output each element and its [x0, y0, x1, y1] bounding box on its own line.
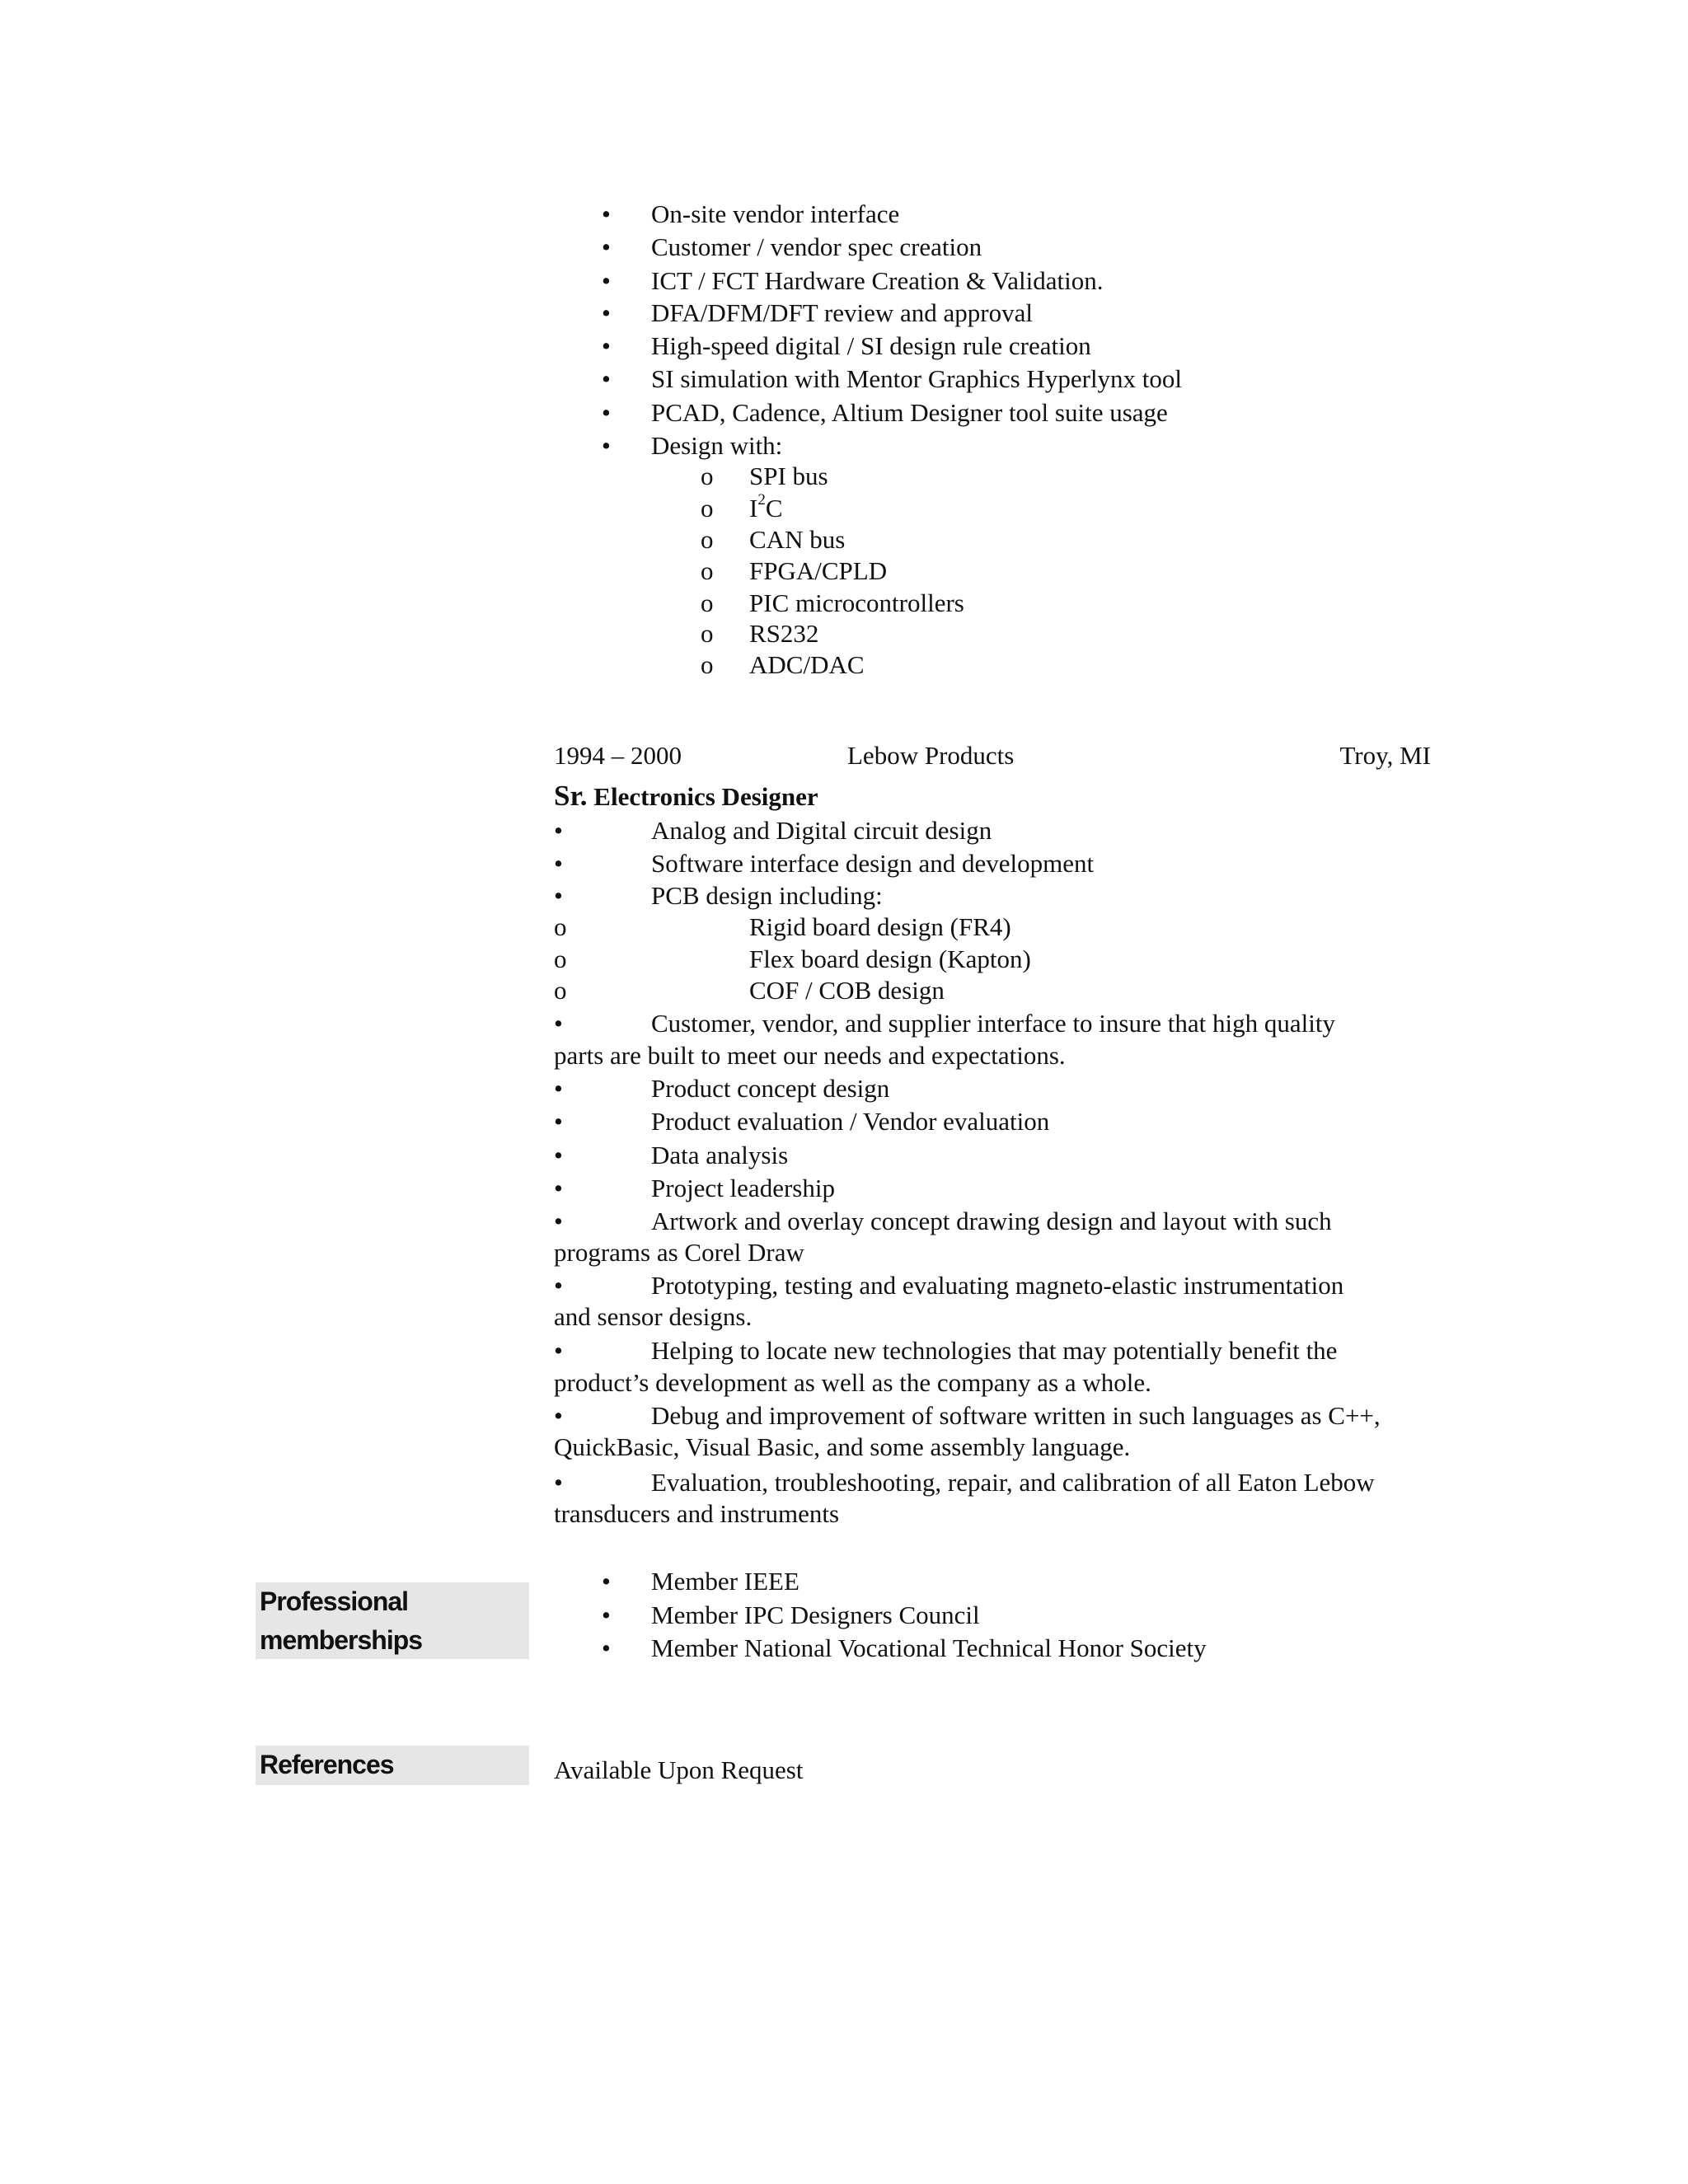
list-item-continuation: and sensor designs. — [554, 1302, 753, 1331]
list-item-continuation: programs as Corel Draw — [554, 1238, 804, 1267]
list-bullet: • — [554, 1107, 563, 1136]
list-item: Product concept design — [651, 1074, 890, 1103]
job-location: Troy, MI — [1339, 741, 1431, 770]
list-item: Analog and Digital circuit design — [651, 816, 992, 845]
list-item: PCAD, Cadence, Altium Designer tool suite usage — [651, 398, 1168, 427]
sub-list-item: PIC microcontrollers — [749, 588, 964, 617]
list-bullet: • — [602, 298, 611, 327]
sub-bullet: o — [701, 556, 714, 585]
memberships-section-label: Professional memberships — [256, 1582, 529, 1659]
sub-list-item: Flex board design (Kapton) — [749, 944, 1031, 973]
list-bullet: • — [554, 1401, 563, 1430]
list-item-continuation: product’s development as well as the company as a whole. — [554, 1368, 1151, 1397]
list-item: Design with: — [651, 431, 783, 460]
list-bullet: • — [602, 266, 611, 295]
list-item: Customer / vendor spec creation — [651, 232, 982, 261]
list-bullet: • — [554, 849, 563, 878]
job-dates: 1994 – 2000 — [554, 741, 682, 770]
list-item: Member IEEE — [651, 1567, 799, 1596]
list-item: Debug and improvement of software written in such languages as C++, — [651, 1401, 1381, 1430]
sub-bullet: o — [701, 650, 714, 679]
sub-list-item: SPI bus — [749, 462, 828, 490]
list-item: ICT / FCT Hardware Creation & Validation. — [651, 266, 1104, 295]
sub-list-item-i2c: $I^2C$ — [749, 490, 783, 523]
sub-bullet: o — [701, 619, 714, 648]
list-item: Member IPC Designers Council — [651, 1601, 980, 1629]
list-bullet: • — [602, 232, 611, 261]
list-bullet: • — [602, 1633, 611, 1662]
sub-bullet: o — [701, 494, 714, 523]
list-bullet: • — [554, 816, 563, 845]
list-item-continuation: parts are built to meet our needs and expectations. — [554, 1041, 1066, 1070]
list-item: High-speed digital / SI design rule creation — [651, 331, 1091, 360]
list-bullet: • — [602, 1567, 611, 1596]
list-item: Project leadership — [651, 1174, 835, 1202]
job-title: Sr. Electronics Designer — [554, 780, 818, 812]
list-bullet: • — [602, 1601, 611, 1629]
list-bullet: • — [602, 199, 611, 228]
sub-bullet: o — [701, 525, 714, 554]
job-company: Lebow Products — [847, 741, 1015, 770]
list-bullet: • — [554, 1074, 563, 1103]
references-section-label: References — [256, 1746, 529, 1785]
list-bullet: • — [554, 1468, 563, 1497]
list-bullet: • — [554, 881, 563, 910]
sub-bullet: o — [554, 912, 567, 941]
list-bullet: • — [554, 1141, 563, 1169]
list-bullet: • — [602, 431, 611, 460]
sub-bullet: o — [701, 588, 714, 617]
list-bullet: • — [554, 1207, 563, 1235]
list-item: Customer, vendor, and supplier interface to insure that high quality — [651, 1009, 1336, 1038]
sub-list-item: FPGA/CPLD — [749, 556, 888, 585]
sub-list-item: CAN bus — [749, 525, 846, 554]
list-item: Data analysis — [651, 1141, 789, 1169]
list-bullet: • — [554, 1174, 563, 1202]
list-item: Artwork and overlay concept drawing design and layout with such — [651, 1207, 1332, 1235]
references-text: Available Upon Request — [554, 1755, 804, 1784]
sub-bullet: o — [554, 944, 567, 973]
list-item: DFA/DFM/DFT review and approval — [651, 298, 1033, 327]
list-item: Product evaluation / Vendor evaluation — [651, 1107, 1050, 1136]
list-item: Evaluation, troubleshooting, repair, and calibration of all Eaton Lebow — [651, 1468, 1375, 1497]
list-item-continuation: QuickBasic, Visual Basic, and some assembly language. — [554, 1432, 1131, 1461]
list-item: On-site vendor interface — [651, 199, 900, 228]
list-item: Member National Vocational Technical Honor Society — [651, 1633, 1207, 1662]
list-bullet: • — [602, 398, 611, 427]
list-bullet: • — [602, 364, 611, 393]
list-item: SI simulation with Mentor Graphics Hyperlynx tool — [651, 364, 1183, 393]
sub-list-item: RS232 — [749, 619, 819, 648]
list-bullet: • — [554, 1271, 563, 1300]
sub-list-item: COF / COB design — [749, 976, 945, 1005]
sub-list-item: ADC/DAC — [749, 650, 865, 679]
list-item: Software interface design and development — [651, 849, 1095, 878]
list-item: Helping to locate new technologies that may potentially benefit the — [651, 1336, 1338, 1365]
sub-bullet: o — [701, 462, 714, 490]
list-item: Prototyping, testing and evaluating magneto-elastic instrumentation — [651, 1271, 1344, 1300]
list-bullet: • — [554, 1009, 563, 1038]
list-bullet: • — [554, 1336, 563, 1365]
sub-list-item: Rigid board design (FR4) — [749, 912, 1011, 941]
sub-bullet: o — [554, 976, 567, 1005]
list-item-continuation: transducers and instruments — [554, 1499, 840, 1528]
list-item: PCB design including: — [651, 881, 883, 910]
list-bullet: • — [602, 331, 611, 360]
